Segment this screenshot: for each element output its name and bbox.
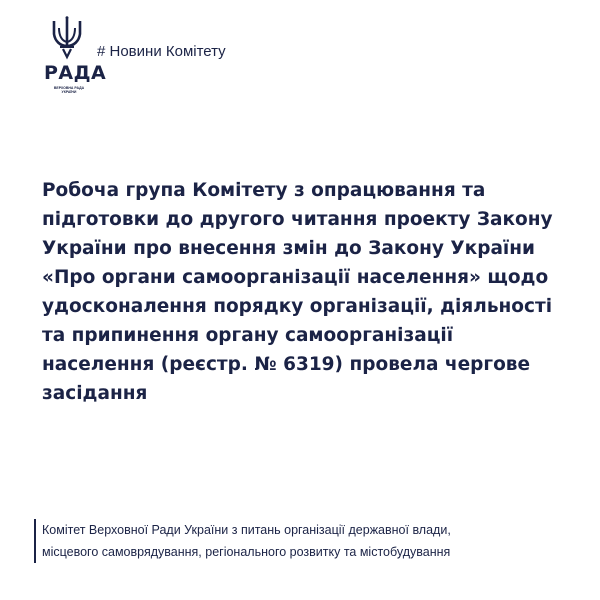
logo-subtitle: ВЕРХОВНА РАДА УКРАЇНИ <box>53 86 85 94</box>
footer-line-1: Комітет Верховної Ради України з питань організації державної влади, <box>42 523 451 537</box>
section-tag[interactable]: # Новини Комітету <box>97 43 226 60</box>
logo-wordmark: РАДА <box>44 62 107 84</box>
trident-icon <box>50 16 84 60</box>
news-headline: Робоча група Комітету з опрацювання та підготовки до другого читання проекту Закону України про внесення змін до Закону України «Про органи самоорганізації населення» щодо удосконалення порядку організації, діяльності та припинення органу самоорганізації населення (реєстр. № 6319) провела чергове засідання <box>42 180 553 404</box>
footer-line-2: місцевого самоврядування, регіонального розвитку та містобудування <box>42 545 451 559</box>
rada-logo <box>44 16 107 94</box>
committee-footer <box>34 519 582 563</box>
